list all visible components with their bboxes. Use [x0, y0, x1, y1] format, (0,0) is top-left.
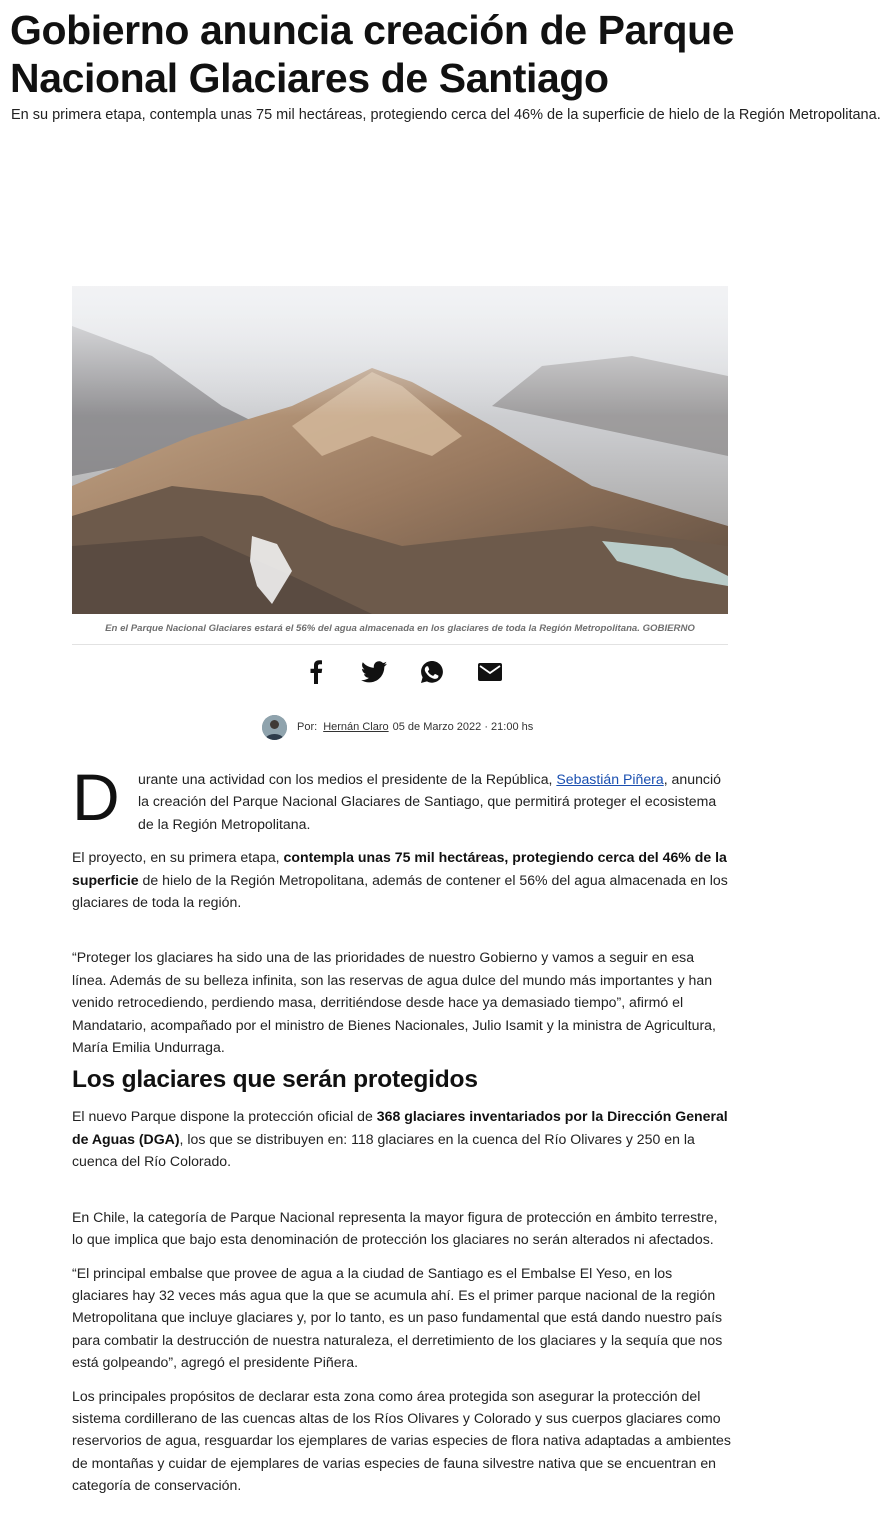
share-email-button[interactable]: [472, 654, 508, 690]
paragraph-7: Los principales propósitos de declarar esta zona como área protegida son asegurar la protección del sistema cordillerano de las cuencas altas de los Ríos Olivares y Colorado y sus cuerpos glaciares como reservorios de agua, resguardar los ejemplares de varias especies de flora nativa adaptadas a ambientes de montañas y cuidar de ejemplares de varias especies de fauna silvestre nativa que se encuentran en categoría de conservación.: [72, 1387, 731, 1494]
paragraph-5: En Chile, la categoría de Parque Nacional representa la mayor figura de protección en ámbito terrestre, lo que implica que bajo esta denominación de protección los glaciares no serán alterados ni afectados.: [72, 1208, 718, 1248]
share-facebook-button[interactable]: [298, 654, 334, 690]
hero-image: [72, 286, 728, 614]
paragraph-6-quote: “El principal embalse que provee de agua a la ciudad de Santiago es el Embalse El Yeso, en los glaciares hay 32 veces más agua que la que se acumula ahí. Es el primer parque nacional de la región Metropolitana que incluye glaciares y, por lo tanto, es un paso fundamental que está dando nuestro país para combatir la destrucción de nuestra naturaleza, el derretimiento de los glaciares y la sequía que nos está golpeando”, agregó el presidente Piñera.: [72, 1264, 723, 1371]
whatsapp-icon: [420, 660, 444, 684]
lead-text-b: , anunció la creación del Parque Nacional Glaciares de Santiago, que permitirá proteger el ecosistema de la Región Metropolitana.: [138, 771, 721, 832]
paragraph-3-quote: “Proteger los glaciares ha sido una de las prioridades de nuestro Gobierno y vamos a seguir en esa línea. Además de su belleza infinita, son las reservas de agua dulce del mundo más importantes y han venido retrocediendo, perdiendo masa, derritiéndose desde hace ya demasiado tiempo”, afirmó el Mandatario, acompañado por el ministro de Bienes Nacionales, Julio Isamit y la ministra de Agricultura, María Emilia Undurraga.: [72, 949, 716, 1056]
glacier-mountain-photo: [72, 286, 728, 614]
email-icon: [478, 663, 502, 681]
article-headline: Gobierno anuncia creación de Parque Nacional Glaciares de Santiago: [10, 7, 735, 101]
section-heading: Los glaciares que serán protegidos: [72, 1066, 478, 1094]
publish-date: 05 de Marzo 2022 · 21:00 hs: [392, 721, 534, 733]
share-bar: [298, 654, 508, 690]
share-twitter-button[interactable]: [356, 654, 392, 690]
sebastian-pinera-link[interactable]: Sebastián Piñera: [556, 771, 664, 787]
paragraph-4: El nuevo Parque dispone la protección oficial de 368 glaciares inventariados por la Dirección General de Aguas (DGA), los que se distribuyen en: 118 glaciares en la cuenca del Río Olivares y 250 en la cuenca del Río Colorado.: [72, 1108, 728, 1170]
author-avatar: [262, 715, 287, 740]
article-subtitle: En su primera etapa, contempla unas 75 mil hectáreas, protegiendo cerca del 46% de la superficie de hielo de la Región Metropolitana.: [11, 107, 881, 123]
paragraph-2: El proyecto, en su primera etapa, contempla unas 75 mil hectáreas, protegiendo cerca del 46% de la superficie de hielo de la Región Metropolitana, además de contener el 56% del agua almacenada en los glaciares de toda la región.: [72, 849, 728, 911]
share-whatsapp-button[interactable]: [414, 654, 450, 690]
image-caption: En el Parque Nacional Glaciares estará el 56% del agua almacenada en los glaciares de toda la Región Metropolitana. GOBIERNO: [105, 623, 695, 634]
byline: [262, 714, 533, 740]
facebook-icon: [309, 660, 323, 684]
lead-paragraph: [72, 760, 732, 835]
lead-text-a: urante una actividad con los medios el presidente de la República,: [138, 771, 557, 787]
drop-cap: D: [72, 760, 120, 834]
paragraph-4-bold: 368 glaciares inventariados por la Dirección General de Aguas (DGA): [72, 1108, 728, 1147]
caption-divider: [72, 644, 728, 645]
twitter-icon: [361, 661, 387, 683]
author-photo: [262, 715, 287, 740]
byline-prefix: Por:: [297, 721, 318, 733]
author-link[interactable]: Hernán Claro: [323, 721, 389, 733]
paragraph-2-bold: contempla unas 75 mil hectáreas, protegiendo cerca del 46% de la superficie: [72, 849, 727, 888]
article-body: [72, 760, 732, 1497]
